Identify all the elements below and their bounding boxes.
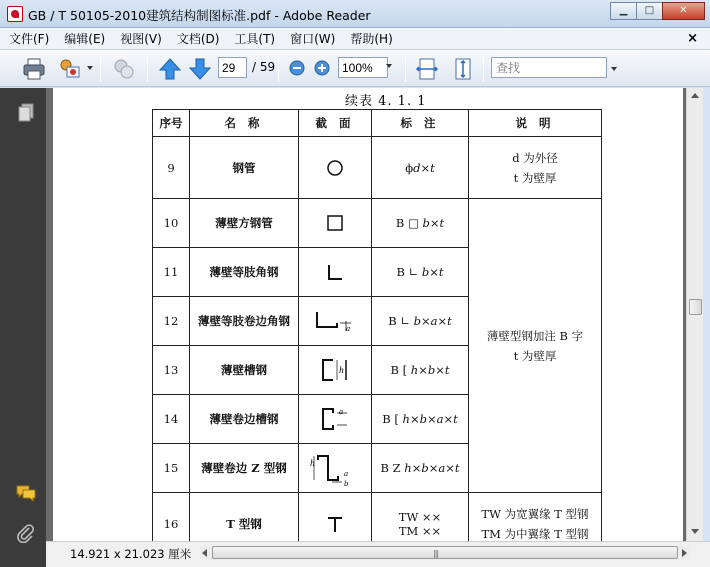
table-heading: 续表 4. 1. 1: [345, 94, 427, 109]
zoom-out-icon[interactable]: [289, 60, 305, 76]
section-cell: [299, 395, 372, 444]
section-cell: [299, 346, 372, 395]
page-size-readout: 14.921 x 21.023 厘米: [70, 547, 192, 561]
fit-page-icon[interactable]: [451, 57, 475, 81]
toolbar-separator: [100, 56, 101, 82]
row-number: 10: [153, 199, 190, 248]
mark-cell: TW ×× TM ××: [372, 493, 469, 542]
toolbar-separator: [147, 56, 148, 82]
section-cell: [299, 137, 372, 199]
row-name: 钢管: [190, 137, 299, 199]
header-no: 序号: [153, 110, 190, 137]
symbol-table: [152, 109, 602, 541]
header-note: 说 明: [469, 110, 602, 137]
lipped-angle-section-icon: [313, 309, 357, 333]
scroll-left-arrow[interactable]: [202, 549, 207, 557]
menu-window[interactable]: 窗口(W): [290, 32, 336, 46]
mark-cell: B [ h×b×t: [372, 346, 469, 395]
note-cell: d 为外径 t 为壁厚: [469, 137, 602, 199]
row-name: 薄壁等肢角钢: [190, 248, 299, 297]
lipped-z-section-icon: [310, 448, 360, 488]
page-total: / 59: [252, 60, 276, 74]
note-cell-merged: 薄壁型钢加注 B 字 t 为壁厚: [469, 199, 602, 493]
row-name: 薄壁卷边槽钢: [190, 395, 299, 444]
previous-page-icon[interactable]: [158, 57, 182, 81]
row-number: 15: [153, 444, 190, 493]
scroll-down-arrow[interactable]: [691, 529, 699, 534]
svg-text:h: h: [310, 459, 316, 468]
mark-cell: B [ h×b×a×t: [372, 395, 469, 444]
scroll-up-arrow[interactable]: [691, 93, 699, 98]
vertical-scroll-thumb[interactable]: [689, 299, 702, 315]
share-dropdown-arrow[interactable]: [87, 66, 93, 70]
print-icon[interactable]: [22, 57, 46, 81]
svg-text:a: a: [346, 325, 351, 333]
mark-cell: B ∟ b×a×t: [372, 297, 469, 346]
menu-tools[interactable]: 工具(T): [234, 32, 276, 46]
mark-cell: B □ b×t: [372, 199, 469, 248]
page-number-input[interactable]: [218, 57, 247, 78]
close-button[interactable]: ✕: [662, 2, 705, 20]
horizontal-scrollbar[interactable]: [200, 546, 690, 560]
table-row: [153, 493, 602, 542]
row-name: 薄壁方钢管: [190, 199, 299, 248]
row-number: 12: [153, 297, 190, 346]
angle-section-icon: [325, 262, 345, 282]
next-page-icon[interactable]: [188, 57, 212, 81]
toolbar-separator: [405, 56, 406, 82]
row-name: 薄壁槽钢: [190, 346, 299, 395]
pdf-page: [53, 88, 683, 541]
zoom-input[interactable]: [338, 57, 388, 78]
section-cell: [299, 297, 372, 346]
square-tube-section-icon: [325, 213, 345, 233]
svg-text:h: h: [339, 366, 345, 375]
share-icon[interactable]: [58, 57, 82, 81]
svg-text:b: b: [344, 480, 349, 488]
svg-text:a: a: [344, 470, 349, 478]
section-cell: [299, 248, 372, 297]
row-name: 薄壁卷边 Z 型钢: [190, 444, 299, 493]
row-number: 16: [153, 493, 190, 542]
navigation-panel: [0, 88, 46, 567]
window-controls: [611, 2, 705, 20]
scroll-right-arrow[interactable]: [682, 549, 687, 557]
mark-cell: B Z h×b×a×t: [372, 444, 469, 493]
table-row: [153, 199, 602, 248]
toolbar-separator: [483, 56, 484, 82]
table-header-row: [153, 110, 602, 137]
lipped-channel-section-icon: [319, 406, 351, 432]
channel-section-icon: [319, 357, 351, 383]
document-view[interactable]: [46, 88, 686, 541]
title-bar: [0, 0, 710, 28]
scroll-grip: |||: [433, 549, 439, 558]
toolbar-separator: [278, 56, 279, 82]
header-section: 截 面: [299, 110, 372, 137]
row-number: 14: [153, 395, 190, 444]
fit-width-icon[interactable]: [415, 57, 439, 81]
section-cell: [299, 199, 372, 248]
find-input[interactable]: [491, 57, 607, 78]
window-title: GB / T 50105-2010建筑结构制图标准.pdf - Adobe Reader: [28, 8, 371, 23]
header-name: 名 称: [190, 110, 299, 137]
close-document-button[interactable]: ×: [687, 31, 698, 46]
maximize-button[interactable]: □: [636, 2, 663, 20]
zoom-in-icon[interactable]: [314, 60, 330, 76]
menu-file[interactable]: 文件(F): [9, 32, 50, 46]
svg-text:a: a: [339, 408, 344, 416]
zoom-dropdown-arrow[interactable]: [386, 64, 392, 68]
attachments-icon[interactable]: [16, 523, 36, 543]
minimize-button[interactable]: ▁: [610, 2, 637, 20]
menu-view[interactable]: 视图(V): [120, 32, 162, 46]
mark-cell: B ∟ b×t: [372, 248, 469, 297]
row-name: 薄壁等肢卷边角钢: [190, 297, 299, 346]
mark-cell: ϕd×t: [372, 137, 469, 199]
row-number: 9: [153, 137, 190, 199]
menu-help[interactable]: 帮助(H): [350, 32, 393, 46]
table-row: [153, 137, 602, 199]
header-mark: 标 注: [372, 110, 469, 137]
section-cell: [299, 444, 372, 493]
menu-bar: [0, 28, 710, 50]
adobe-reader-icon: [7, 6, 23, 22]
horizontal-scroll-thumb[interactable]: [212, 546, 678, 559]
t-section-icon: [325, 514, 345, 534]
comments-icon[interactable]: [16, 483, 36, 503]
row-name: T 型钢: [190, 493, 299, 542]
note-cell: TW 为宽翼缘 T 型钢 TM 为中翼缘 T 型钢: [469, 493, 602, 542]
section-cell: [299, 493, 372, 542]
status-bar: [46, 541, 710, 567]
menu-edit[interactable]: 编辑(E): [64, 32, 106, 46]
circle-tube-section-icon: [325, 158, 345, 178]
find-dropdown-arrow[interactable]: [611, 67, 617, 71]
collaborate-icon[interactable]: [112, 57, 136, 81]
row-number: 11: [153, 248, 190, 297]
pages-icon[interactable]: [16, 102, 36, 122]
row-number: 13: [153, 346, 190, 395]
menu-document[interactable]: 文档(D): [176, 32, 220, 46]
vertical-scrollbar[interactable]: [686, 88, 703, 541]
